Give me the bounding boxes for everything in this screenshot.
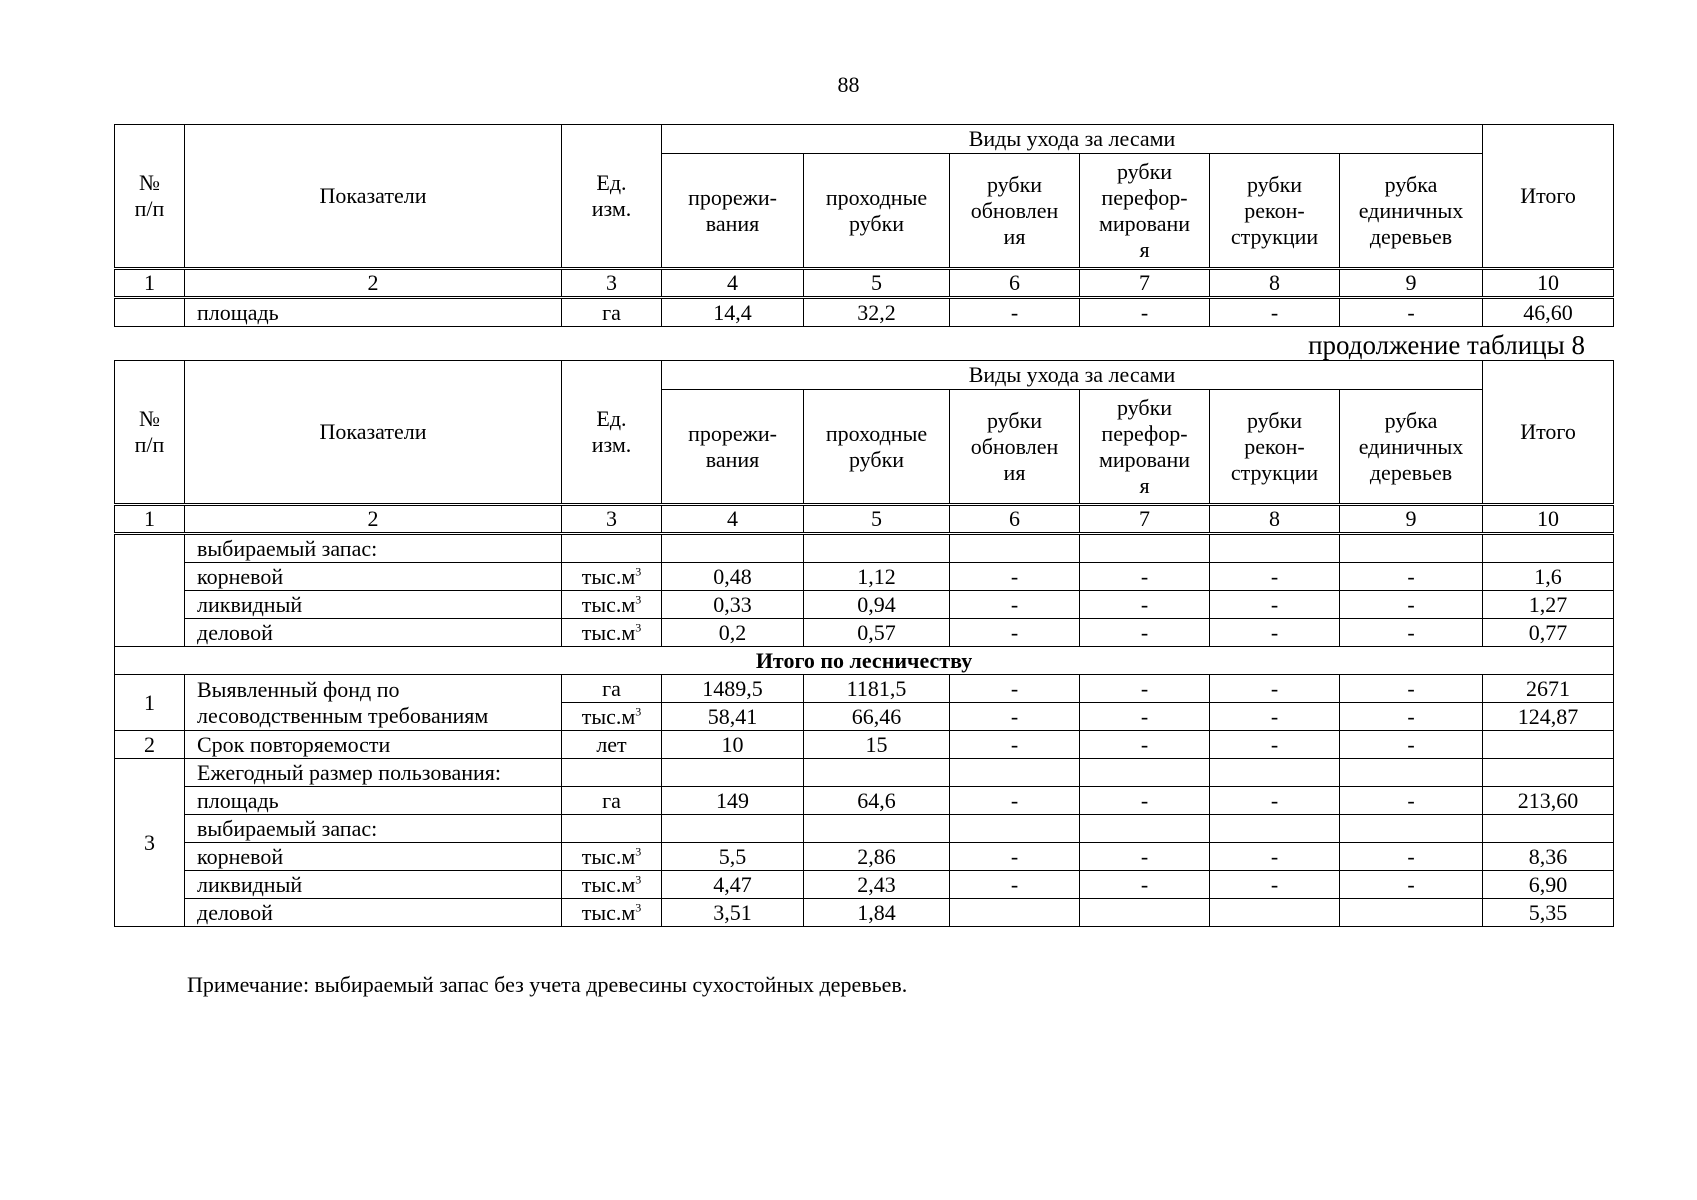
- value-cell: -: [1080, 619, 1210, 647]
- value-cell: 3,51: [662, 899, 804, 927]
- table-row: [115, 534, 1614, 563]
- header-subcol-5: рубки рекон- струкции: [1210, 390, 1340, 505]
- unit-cell: $тыс.м^3$: [562, 899, 662, 927]
- column-number-6: 6: [950, 505, 1080, 534]
- value-cell: -: [1340, 591, 1483, 619]
- section-title: Итого по лесничеству: [115, 647, 1614, 675]
- indicator-cell: деловой: [185, 899, 562, 927]
- indicator-cell: Срок повторяемости: [185, 731, 562, 759]
- superscript: 3: [635, 704, 642, 719]
- value-cell: [1340, 759, 1483, 787]
- value-cell: 1,84: [804, 899, 950, 927]
- superscript: 3: [635, 900, 642, 915]
- header-num: № п/п: [115, 361, 185, 505]
- value-cell: -: [1340, 703, 1483, 731]
- header-total: Итого: [1483, 125, 1614, 269]
- unit-cell: $тыс.м^3$: [562, 871, 662, 899]
- value-cell: [1080, 759, 1210, 787]
- value-cell: -: [1080, 591, 1210, 619]
- unit-cell: $тыс.м^3$: [562, 619, 662, 647]
- value-cell: -: [1210, 843, 1340, 871]
- unit-cell: $тыс.м^3$: [562, 703, 662, 731]
- value-cell: -: [1080, 787, 1210, 815]
- value-cell: 2,86: [804, 843, 950, 871]
- unit-cell: га: [562, 298, 662, 327]
- column-number-8: 8: [1210, 505, 1340, 534]
- value-cell: 32,2: [804, 298, 950, 327]
- value-cell: -: [950, 871, 1080, 899]
- total-cell: 1,27: [1483, 591, 1614, 619]
- value-cell: [1340, 534, 1483, 563]
- total-cell: 1,6: [1483, 563, 1614, 591]
- total-cell: 0,77: [1483, 619, 1614, 647]
- unit-cell: га: [562, 675, 662, 703]
- indicator-cell: корневой: [185, 843, 562, 871]
- value-cell: -: [1080, 298, 1210, 327]
- table-row: [115, 298, 1614, 327]
- unit-cell: $тыс.м^3$: [562, 591, 662, 619]
- column-number-9: 9: [1340, 505, 1483, 534]
- total-cell: 8,36: [1483, 843, 1614, 871]
- value-cell: 0,48: [662, 563, 804, 591]
- column-number-10: 10: [1483, 269, 1614, 298]
- column-number-6: 6: [950, 269, 1080, 298]
- table-row: [115, 871, 1614, 899]
- header-group: Виды ухода за лесами: [662, 361, 1483, 390]
- table-row: [115, 843, 1614, 871]
- continuation-label: продолжение таблицы 8: [1308, 330, 1585, 360]
- value-cell: -: [950, 591, 1080, 619]
- column-number-1: 1: [115, 505, 185, 534]
- value-cell: 1489,5: [662, 675, 804, 703]
- indicator-cell: выбираемый запас:: [185, 534, 562, 563]
- value-cell: 66,46: [804, 703, 950, 731]
- indicator-cell: деловой: [185, 619, 562, 647]
- column-number-2: 2: [185, 505, 562, 534]
- superscript: 3: [635, 592, 642, 607]
- value-cell: -: [1210, 298, 1340, 327]
- column-number-8: 8: [1210, 269, 1340, 298]
- value-cell: [662, 815, 804, 843]
- value-cell: -: [950, 675, 1080, 703]
- header-indicator: Показатели: [185, 125, 562, 269]
- header-subcol-1: прорежи- вания: [662, 154, 804, 269]
- indicator-cell: корневой: [185, 563, 562, 591]
- column-number-1: 1: [115, 269, 185, 298]
- indicator-cell: ликвидный: [185, 591, 562, 619]
- unit-cell: га: [562, 787, 662, 815]
- total-cell: 46,60: [1483, 298, 1614, 327]
- value-cell: -: [1210, 871, 1340, 899]
- indicator-cell: ликвидный: [185, 871, 562, 899]
- value-cell: [1080, 815, 1210, 843]
- value-cell: [1210, 759, 1340, 787]
- header-subcol-4: рубки перефор- мировани я: [1080, 154, 1210, 269]
- total-cell: 124,87: [1483, 703, 1614, 731]
- superscript: 3: [635, 620, 642, 635]
- table-row: [115, 759, 1614, 787]
- value-cell: -: [1340, 675, 1483, 703]
- value-cell: -: [950, 843, 1080, 871]
- value-cell: -: [950, 298, 1080, 327]
- value-cell: -: [1080, 563, 1210, 591]
- value-cell: 58,41: [662, 703, 804, 731]
- indicator-cell: площадь: [185, 298, 562, 327]
- num-cell: 2: [115, 731, 185, 759]
- value-cell: 0,57: [804, 619, 950, 647]
- indicator-cell: площадь: [185, 787, 562, 815]
- header-group: Виды ухода за лесами: [662, 125, 1483, 154]
- table-row: [115, 787, 1614, 815]
- value-cell: 4,47: [662, 871, 804, 899]
- column-number-7: 7: [1080, 505, 1210, 534]
- value-cell: [1080, 534, 1210, 563]
- value-cell: -: [1340, 843, 1483, 871]
- value-cell: [950, 759, 1080, 787]
- value-cell: -: [1210, 591, 1340, 619]
- header-indicator: Показатели: [185, 361, 562, 505]
- value-cell: 2,43: [804, 871, 950, 899]
- section-row: [115, 647, 1614, 675]
- column-number-2: 2: [185, 269, 562, 298]
- value-cell: -: [1080, 843, 1210, 871]
- value-cell: 149: [662, 787, 804, 815]
- column-number-5: 5: [804, 505, 950, 534]
- value-cell: -: [1210, 703, 1340, 731]
- value-cell: -: [1210, 619, 1340, 647]
- value-cell: -: [950, 731, 1080, 759]
- table-part-2: [114, 360, 1614, 927]
- unit-cell: лет: [562, 731, 662, 759]
- unit-cell: $тыс.м^3$: [562, 563, 662, 591]
- header-row-group: [115, 125, 1614, 154]
- total-cell: [1483, 815, 1614, 843]
- column-number-4: 4: [662, 505, 804, 534]
- column-number-10: 10: [1483, 505, 1614, 534]
- value-cell: -: [1210, 731, 1340, 759]
- value-cell: 0,2: [662, 619, 804, 647]
- table-row: [115, 563, 1614, 591]
- num-cell: [115, 534, 185, 647]
- unit-cell: $тыс.м^3$: [562, 843, 662, 871]
- superscript: 3: [635, 872, 642, 887]
- header-unit: Ед. изм.: [562, 361, 662, 505]
- num-cell: [115, 298, 185, 327]
- indicator-cell: Выявленный фонд по лесоводственным требованиям: [185, 675, 562, 731]
- total-cell: [1483, 759, 1614, 787]
- value-cell: [1210, 899, 1340, 927]
- total-cell: 2671: [1483, 675, 1614, 703]
- header-row-group: [115, 361, 1614, 390]
- value-cell: -: [1080, 871, 1210, 899]
- value-cell: -: [950, 787, 1080, 815]
- value-cell: -: [1340, 298, 1483, 327]
- value-cell: -: [1340, 563, 1483, 591]
- value-cell: 64,6: [804, 787, 950, 815]
- total-cell: 5,35: [1483, 899, 1614, 927]
- value-cell: -: [1210, 787, 1340, 815]
- value-cell: 0,33: [662, 591, 804, 619]
- column-number-5: 5: [804, 269, 950, 298]
- value-cell: [1080, 899, 1210, 927]
- column-number-row: [115, 269, 1614, 298]
- value-cell: -: [1210, 675, 1340, 703]
- header-num: № п/п: [115, 125, 185, 269]
- table-row: [115, 619, 1614, 647]
- header-unit: Ед. изм.: [562, 125, 662, 269]
- num-cell: 3: [115, 759, 185, 927]
- total-cell: [1483, 731, 1614, 759]
- value-cell: [662, 759, 804, 787]
- column-number-7: 7: [1080, 269, 1210, 298]
- value-cell: -: [1340, 619, 1483, 647]
- column-number-row: [115, 505, 1614, 534]
- superscript: 3: [635, 564, 642, 579]
- value-cell: -: [1340, 871, 1483, 899]
- value-cell: [804, 815, 950, 843]
- header-subcol-5: рубки рекон- струкции: [1210, 154, 1340, 269]
- value-cell: -: [1080, 703, 1210, 731]
- value-cell: -: [950, 619, 1080, 647]
- header-total: Итого: [1483, 361, 1614, 505]
- value-cell: 5,5: [662, 843, 804, 871]
- table-row: [115, 591, 1614, 619]
- header-subcol-6: рубка единичных деревьев: [1340, 154, 1483, 269]
- value-cell: 10: [662, 731, 804, 759]
- value-cell: -: [950, 703, 1080, 731]
- total-cell: [1483, 534, 1614, 563]
- total-cell: 213,60: [1483, 787, 1614, 815]
- value-cell: -: [950, 563, 1080, 591]
- table-row: [115, 675, 1614, 703]
- value-cell: -: [1080, 675, 1210, 703]
- column-number-3: 3: [562, 505, 662, 534]
- value-cell: 14,4: [662, 298, 804, 327]
- unit-cell: [562, 815, 662, 843]
- value-cell: -: [1210, 563, 1340, 591]
- value-cell: -: [1340, 731, 1483, 759]
- value-cell: [1340, 899, 1483, 927]
- column-number-3: 3: [562, 269, 662, 298]
- header-subcol-2: проходные рубки: [804, 390, 950, 505]
- value-cell: [662, 534, 804, 563]
- value-cell: 1181,5: [804, 675, 950, 703]
- num-cell: 1: [115, 675, 185, 731]
- value-cell: 15: [804, 731, 950, 759]
- value-cell: [1210, 534, 1340, 563]
- indicator-cell: Ежегодный размер пользования:: [185, 759, 562, 787]
- table-part-1: [114, 124, 1614, 327]
- value-cell: [804, 534, 950, 563]
- column-number-9: 9: [1340, 269, 1483, 298]
- indicator-cell: выбираемый запас:: [185, 815, 562, 843]
- superscript: 3: [635, 844, 642, 859]
- value-cell: [1210, 815, 1340, 843]
- value-cell: [1340, 815, 1483, 843]
- value-cell: 1,12: [804, 563, 950, 591]
- value-cell: [804, 759, 950, 787]
- value-cell: [950, 899, 1080, 927]
- table-row: [115, 815, 1614, 843]
- value-cell: -: [1340, 787, 1483, 815]
- header-subcol-4: рубки перефор- мировани я: [1080, 390, 1210, 505]
- page-number: 88: [837, 72, 860, 97]
- table-note: Примечание: выбираемый запас без учета древесины сухостойных деревьев.: [187, 972, 908, 997]
- value-cell: 0,94: [804, 591, 950, 619]
- table-row: [115, 899, 1614, 927]
- unit-cell: [562, 534, 662, 563]
- total-cell: 6,90: [1483, 871, 1614, 899]
- header-subcol-1: прорежи- вания: [662, 390, 804, 505]
- unit-cell: [562, 759, 662, 787]
- header-subcol-3: рубки обновлен ия: [950, 154, 1080, 269]
- table-row: [115, 731, 1614, 759]
- header-subcol-3: рубки обновлен ия: [950, 390, 1080, 505]
- value-cell: -: [1080, 731, 1210, 759]
- value-cell: [950, 534, 1080, 563]
- header-subcol-6: рубка единичных деревьев: [1340, 390, 1483, 505]
- column-number-4: 4: [662, 269, 804, 298]
- value-cell: [950, 815, 1080, 843]
- header-subcol-2: проходные рубки: [804, 154, 950, 269]
